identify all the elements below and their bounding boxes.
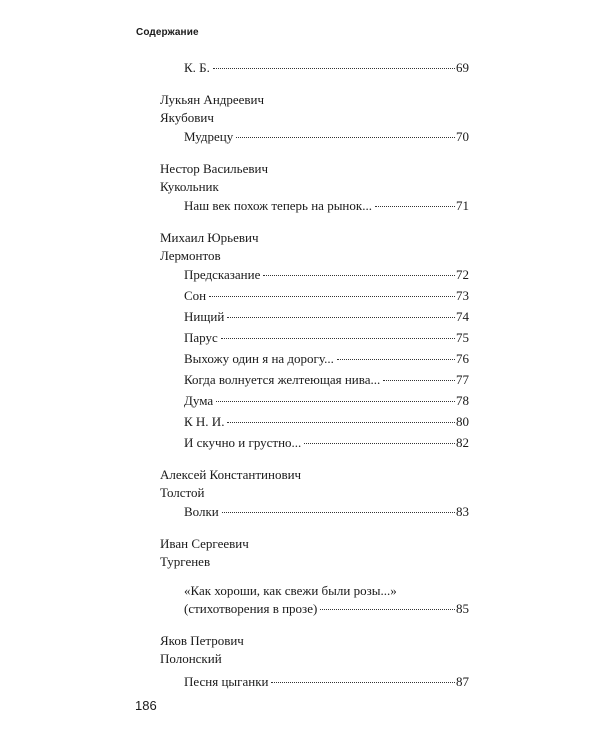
toc-entry[interactable] (184, 582, 469, 618)
dot-leader (375, 205, 455, 207)
toc-entry[interactable] (184, 393, 469, 409)
toc-entry[interactable] (184, 351, 469, 367)
toc-entry-page: 78 (456, 393, 469, 408)
toc-entry-title: Предсказание (184, 267, 261, 282)
author-name (160, 160, 268, 196)
toc-entry-title: Когда волнуется желтеющая нива... (184, 372, 381, 387)
toc-entry-title: Волки (184, 504, 219, 519)
author-first-name: Алексей Константинович (160, 467, 302, 482)
author-last-name: Кукольник (160, 179, 219, 194)
dot-leader (383, 379, 455, 381)
dot-leader (213, 67, 455, 69)
dot-leader (236, 136, 455, 138)
toc-entry-page: 75 (456, 330, 469, 345)
toc-entry-page: 77 (456, 372, 469, 387)
toc-entry-title: Мудрецу (184, 129, 234, 144)
toc-entry[interactable] (184, 60, 469, 76)
toc-entry-title: И скучно и грустно... (184, 435, 302, 450)
toc-entry[interactable] (184, 198, 469, 214)
page-number: 186 (135, 698, 157, 713)
toc-entry[interactable] (184, 309, 469, 325)
author-last-name: Толстой (160, 485, 205, 500)
toc-entry[interactable] (184, 267, 469, 283)
dot-leader (227, 421, 455, 423)
author-name (160, 229, 259, 265)
toc-entry-page: 70 (456, 129, 469, 144)
toc-entry-page: 80 (456, 414, 469, 429)
toc-entry[interactable] (184, 129, 469, 145)
toc-entry[interactable] (184, 674, 469, 690)
author-name (160, 535, 249, 571)
author-name (160, 91, 264, 127)
toc-entry-title: К Н. И. (184, 414, 225, 429)
toc-entry-page: 83 (456, 504, 469, 519)
author-first-name: Михаил Юрьевич (160, 230, 259, 245)
toc-entry[interactable] (184, 435, 469, 451)
dot-leader (320, 608, 455, 610)
author-last-name: Полонский (160, 651, 222, 666)
author-first-name: Нестор Васильевич (160, 161, 268, 176)
dot-leader (227, 316, 455, 318)
author-last-name: Тургенев (160, 554, 211, 569)
toc-entry-title: Выхожу один я на дорогу... (184, 351, 334, 366)
author-first-name: Яков Петрович (160, 633, 244, 648)
author-first-name: Лукьян Андреевич (160, 92, 265, 107)
dot-leader (337, 358, 455, 360)
dot-leader (209, 295, 455, 297)
author-name (160, 466, 301, 502)
toc-entry-title: (стихотворения в прозе) (184, 601, 318, 616)
toc-entry-page: 74 (456, 309, 469, 324)
toc-entry-page: 71 (456, 198, 469, 213)
toc-entry-page: 85 (456, 601, 469, 616)
toc-entry-title: К. Б. (184, 60, 210, 75)
dot-leader (221, 337, 455, 339)
dot-leader (222, 511, 455, 513)
page-title: Содержание (136, 27, 199, 38)
dot-leader (271, 681, 455, 683)
toc-entry[interactable] (184, 372, 469, 388)
toc-entry-page: 82 (456, 435, 469, 450)
author-name (160, 632, 244, 668)
author-first-name: Иван Сергеевич (160, 536, 249, 551)
author-last-name: Якубович (160, 110, 214, 125)
author-last-name: Лермонтов (160, 248, 221, 263)
toc-entry-title: Наш век похож теперь на рынок... (184, 198, 372, 213)
toc-entry-title: Песня цыганки (184, 674, 269, 689)
toc-entry-title: Нищий (184, 309, 225, 324)
toc-entry-page: 72 (456, 267, 469, 282)
toc-entry-page: 76 (456, 351, 469, 366)
toc-entry[interactable] (184, 330, 469, 346)
toc-entry-title-line1: «Как хороши, как свежи были розы...» (184, 583, 397, 598)
toc-entry-page: 73 (456, 288, 469, 303)
toc-entry-title: Парус (184, 330, 218, 345)
dot-leader (304, 442, 455, 444)
toc-entry[interactable] (184, 414, 469, 430)
toc-entry-page: 87 (456, 674, 469, 689)
toc-entry[interactable] (184, 504, 469, 520)
toc-entry-page: 69 (456, 60, 469, 75)
dot-leader (263, 274, 455, 276)
dot-leader (216, 400, 455, 402)
toc-entry[interactable] (184, 288, 469, 304)
toc-entry-title: Дума (184, 393, 214, 408)
toc-entry-title: Сон (184, 288, 207, 303)
